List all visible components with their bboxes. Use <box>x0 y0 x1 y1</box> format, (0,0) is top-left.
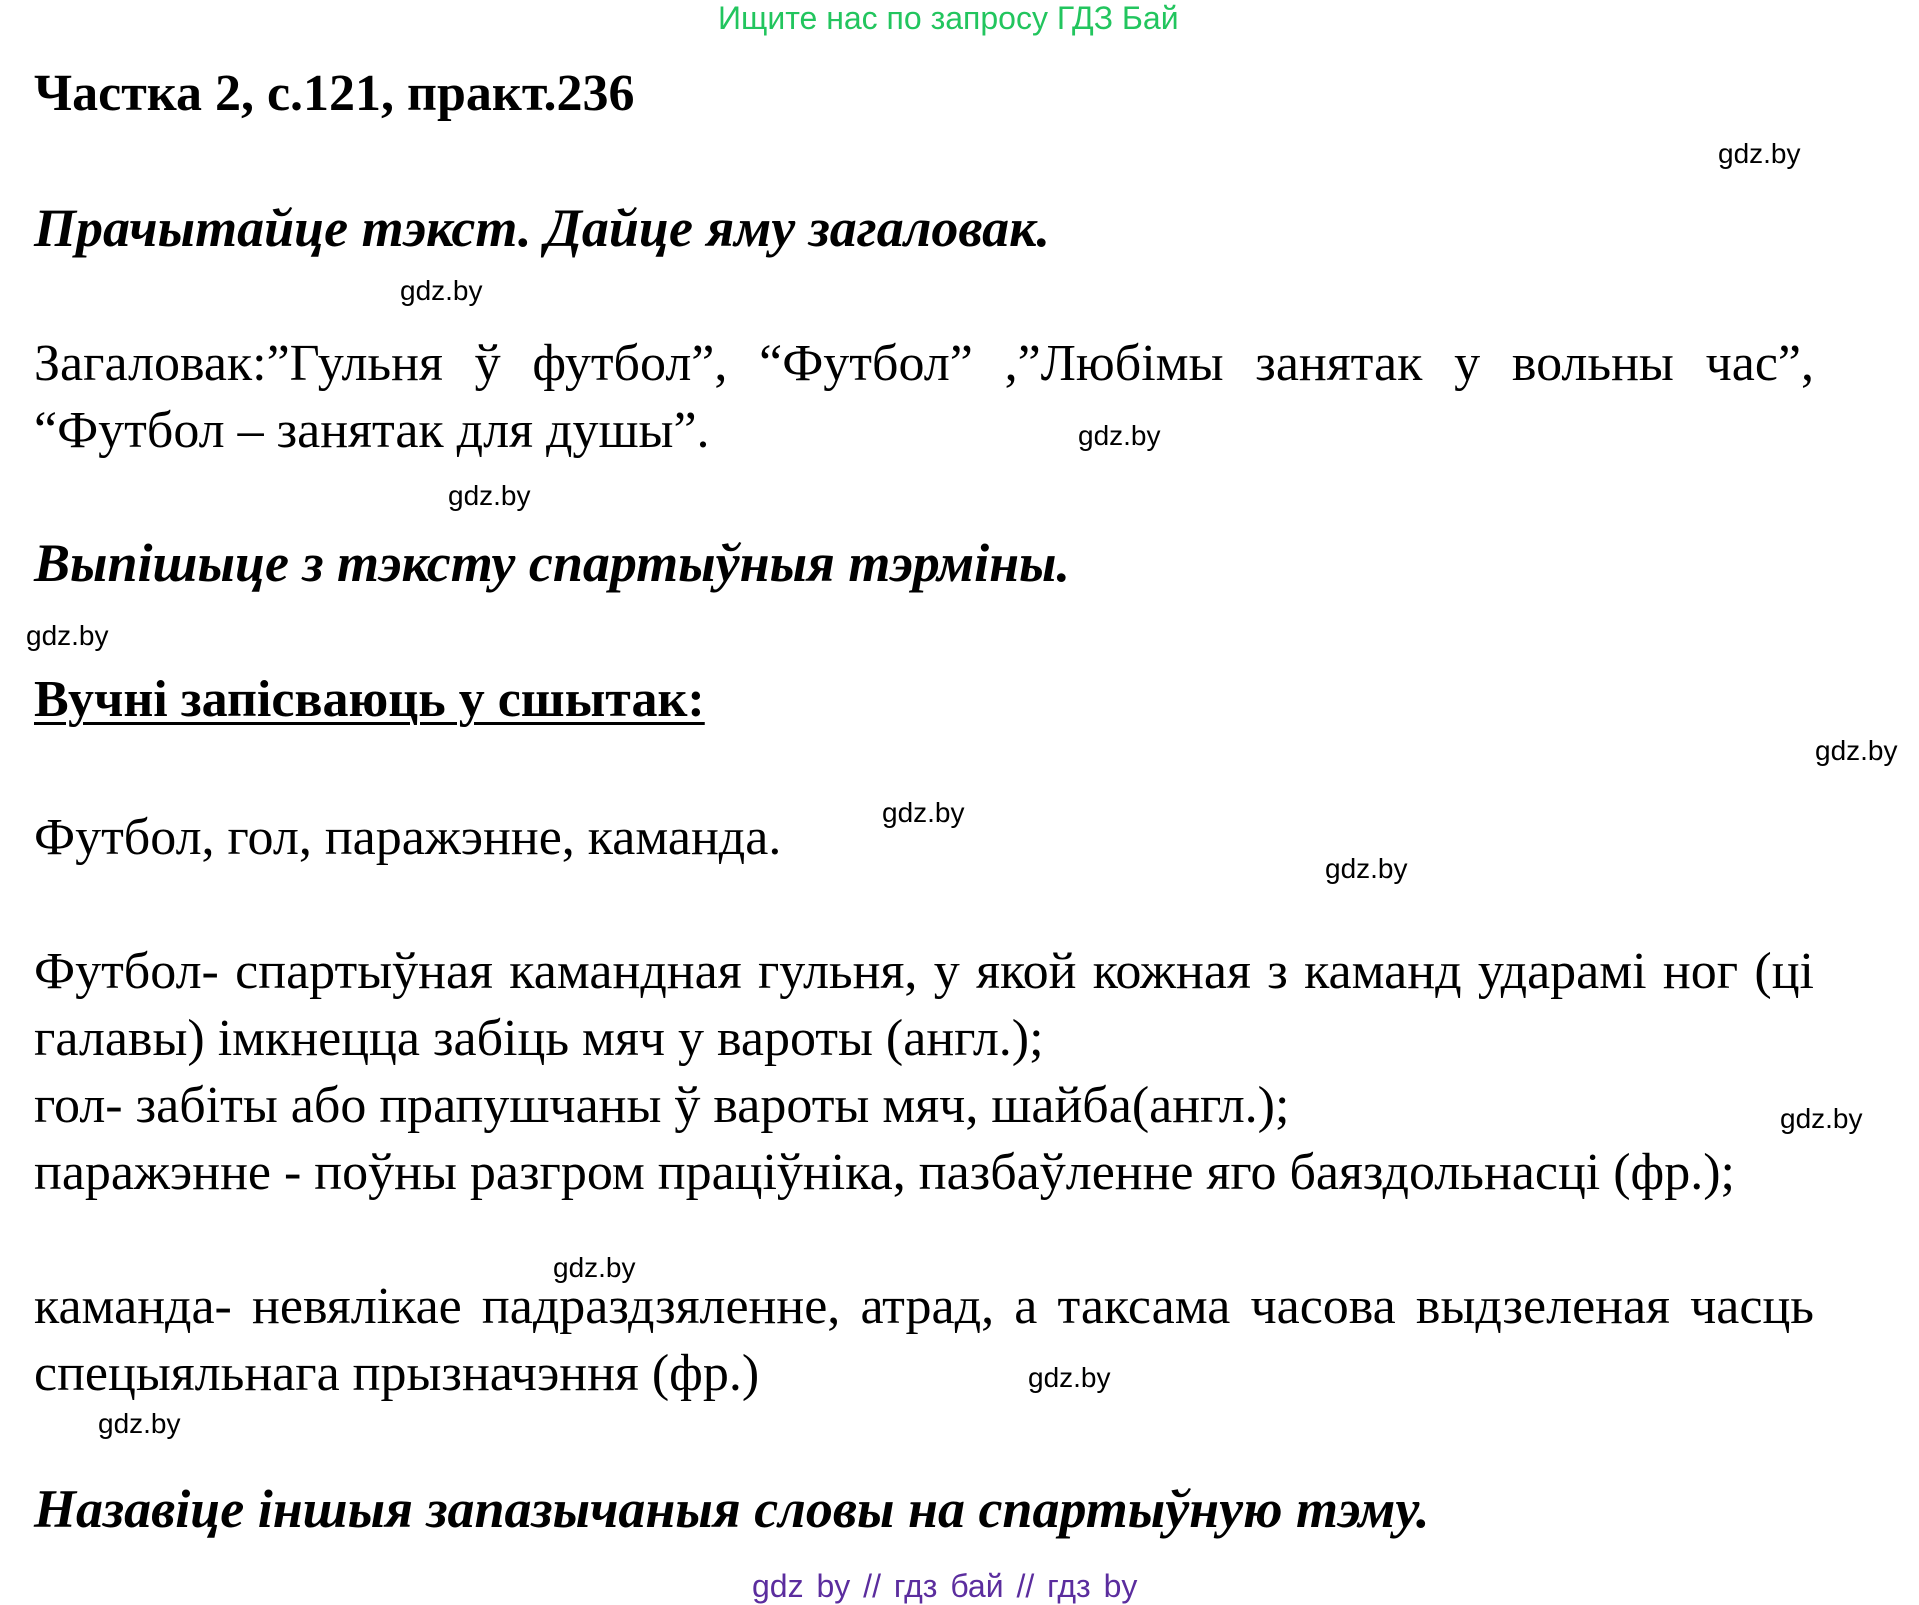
answer-titles: Загаловак:”Гульня ў футбол”, “Футбол” ,”Любімы занятак у вольны час”, “Футбол – занятак для душы”. <box>34 335 1814 459</box>
watermark: gdz.by <box>1028 1362 1111 1393</box>
watermark: gdz.by <box>1325 853 1408 884</box>
task-read-text: Прачытайце тэкст. Дайце яму загаловак. <box>34 198 1051 258</box>
page-title: Частка 2, с.121, практ.236 <box>34 65 635 122</box>
definition-goal: гол- забіты або прапушчаны ў вароты мяч, шайба(англ.); <box>34 1077 1290 1134</box>
watermark: gdz.by <box>1718 138 1801 169</box>
task-name-words: Назавіце іншыя запазычаныя словы на спартыўную тэму. <box>34 1479 1430 1539</box>
watermark: gdz.by <box>553 1252 636 1283</box>
watermark: gdz.by <box>882 797 965 828</box>
definition-team: каманда- невялікае падраздзяленне, атрад, а таксама часова выдзеленая часць спецыяльнага прызначэння (фр.) <box>34 1278 1814 1402</box>
definition-defeat: паражэнне - поўны разгром праціўніка, пазбаўленне яго баяздольнасці (фр.); <box>34 1144 1735 1201</box>
search-banner: Ищите нас по запросу ГДЗ Бай <box>718 0 1179 36</box>
watermark: gdz.by <box>98 1408 181 1439</box>
footer-links: gdz by // гдз бай // гдз by <box>752 1568 1138 1604</box>
watermark: gdz.by <box>1780 1103 1863 1134</box>
definition-football: Футбол- спартыўная камандная гульня, у якой кожная з каманд ударамі ног (ці галавы) імкнецца забіць мяч у вароты (англ.); <box>34 943 1814 1067</box>
watermark: gdz.by <box>1815 735 1898 766</box>
section-subheading: Вучні запісваюць у сшытак: <box>34 671 705 728</box>
task-write-terms: Выпішыце з тэксту спартыўныя тэрміны. <box>34 533 1071 593</box>
watermark: gdz.by <box>448 480 531 511</box>
watermark: gdz.by <box>26 620 109 651</box>
watermark: gdz.by <box>400 275 483 306</box>
watermark: gdz.by <box>1078 420 1161 451</box>
terms-list: Футбол, гол, паражэнне, каманда. <box>34 809 782 866</box>
